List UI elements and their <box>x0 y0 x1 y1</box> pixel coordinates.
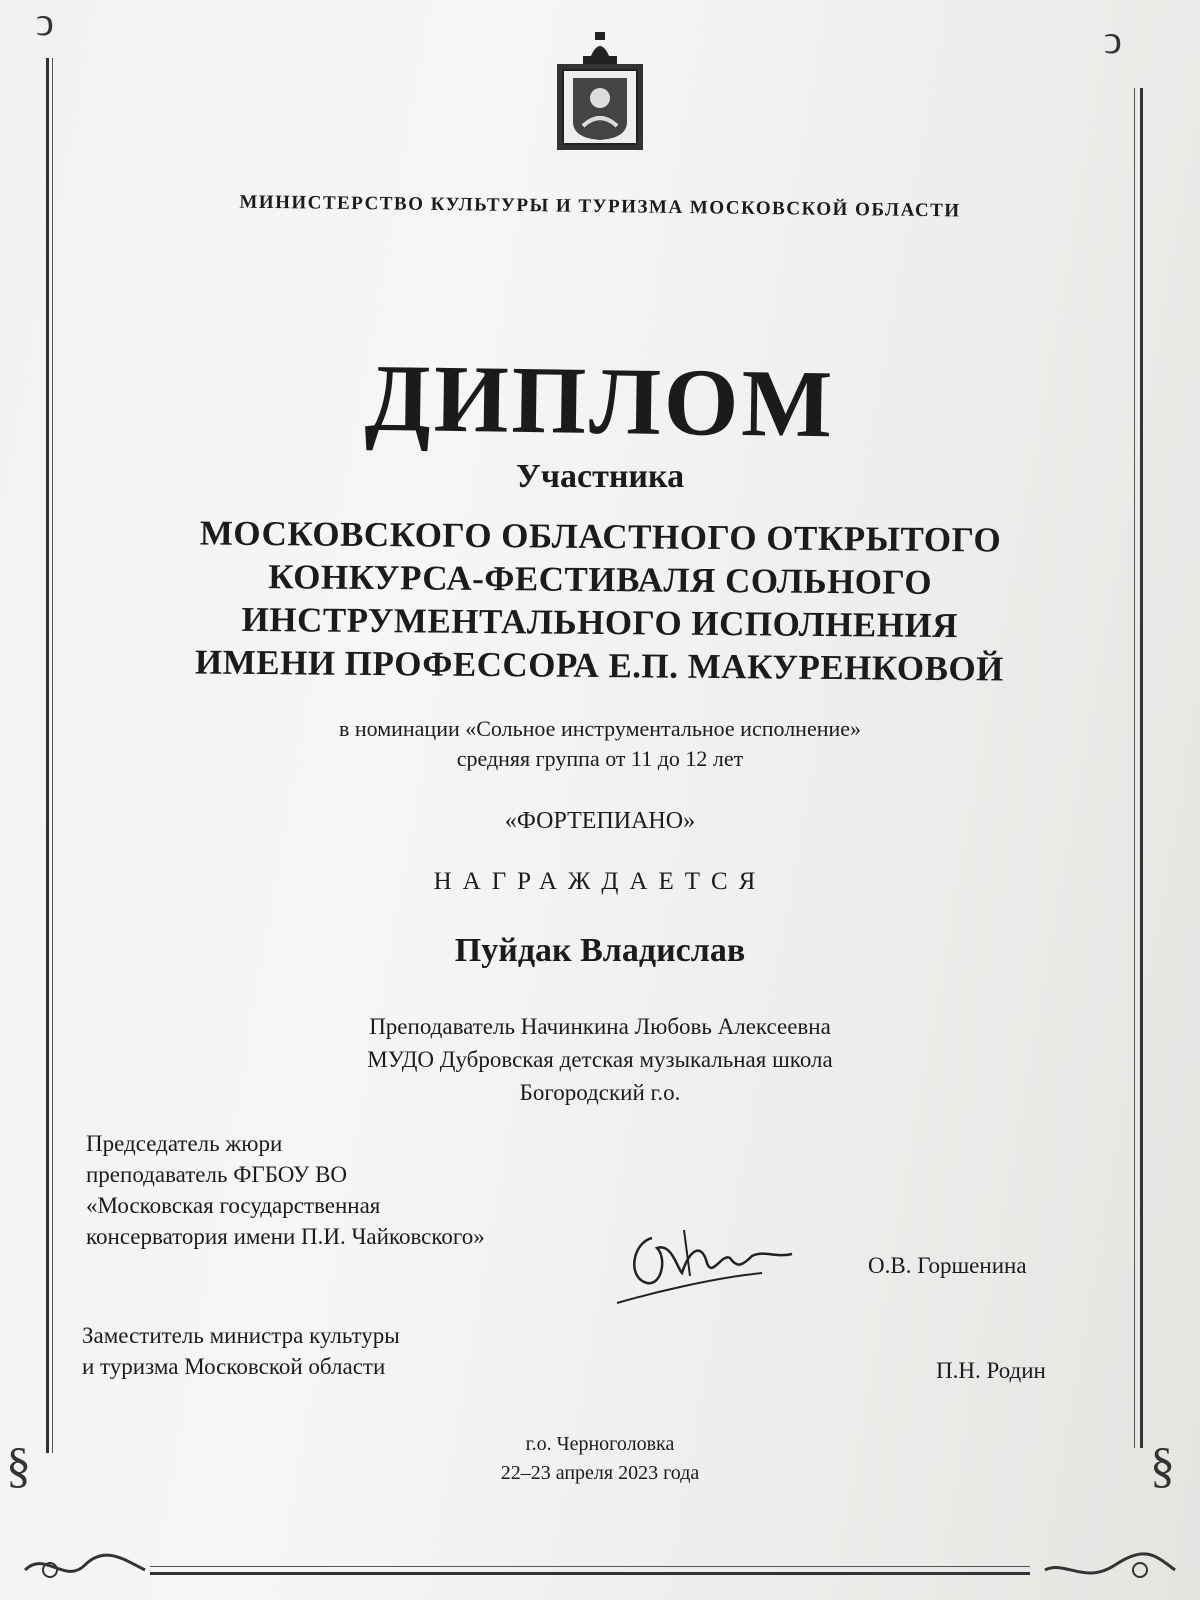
corner-ornament-bottom-right-icon: § <box>1150 1437 1175 1493</box>
corner-ornament-top-right-icon: ↄ <box>1104 17 1122 62</box>
contest-line: КОНКУРСА-ФЕСТИВАЛЯ СОЛЬНОГО <box>268 557 933 602</box>
deputy-line: и туризма Московской области <box>82 1354 386 1379</box>
diploma-subtitle: Участника <box>515 458 685 495</box>
instrument-text: «ФОРТЕПИАНО» <box>504 808 696 834</box>
flourish-bottom-left-icon <box>20 1540 150 1590</box>
jury-line: преподаватель ФГБОУ ВО <box>86 1162 348 1187</box>
handwritten-signature-icon <box>612 1218 802 1308</box>
corner-ornament-top-left-icon: ↄ <box>36 0 54 44</box>
jury-line: консерватория имени П.И. Чайковского» <box>86 1224 485 1249</box>
awardee-name: Пуйдак Владислав <box>454 932 746 969</box>
event-date: 22–23 апреля 2023 года <box>500 1462 700 1484</box>
frame-bottom-inner-line <box>150 1566 1030 1567</box>
event-place: г.о. Черноголовка <box>525 1433 675 1455</box>
contest-line: ИМЕНИ ПРОФЕССОРА Е.П. МАКУРЕНКОВОЙ <box>194 642 1005 689</box>
jury-line: «Московская государственная <box>86 1193 381 1218</box>
deputy-minister-name: П.Н. Родин <box>936 1358 1046 1383</box>
nomination-block <box>0 714 1200 774</box>
jury-line: Председатель жюри <box>86 1131 283 1156</box>
deputy-minister-block <box>82 1320 400 1382</box>
age-group-text: средняя группа от 11 до 12 лет <box>456 746 744 771</box>
nomination-text: в номинации «Сольное инструментальное исполнение» <box>338 716 862 741</box>
coat-of-arms-icon <box>553 30 647 160</box>
frame-bottom-line <box>150 1572 1030 1575</box>
district-text: Богородский г.о. <box>519 1080 681 1105</box>
contest-line: ИНСТРУМЕНТАЛЬНОГО ИСПОЛНЕНИЯ <box>241 599 959 646</box>
school-text: МУДО Дубровская детская музыкальная школа <box>367 1047 833 1072</box>
contest-line: МОСКОВСКОГО ОБЛАСТНОГО ОТКРЫТОГО <box>199 513 1002 560</box>
ministry-heading: МИНИСТЕРСТВО КУЛЬТУРЫ И ТУРИЗМА МОСКОВСКОЙ ОБЛАСТИ <box>239 191 961 222</box>
diploma-title: ДИПЛОМ <box>364 343 836 458</box>
corner-ornament-bottom-left-icon: § <box>6 1437 31 1493</box>
teacher-text: Преподаватель Начинкина Любовь Алексеевна <box>369 1014 831 1039</box>
deputy-line: Заместитель министра культуры <box>82 1323 400 1348</box>
flourish-bottom-right-icon <box>1040 1540 1180 1590</box>
contest-name <box>0 510 1200 692</box>
awarded-text: НАГРАЖДАЕТСЯ <box>433 868 767 895</box>
teacher-block <box>0 1010 1200 1109</box>
jury-chair-block <box>86 1128 485 1252</box>
jury-chair-name: О.В. Горшенина <box>868 1253 1027 1278</box>
footer-block <box>0 1430 1200 1493</box>
